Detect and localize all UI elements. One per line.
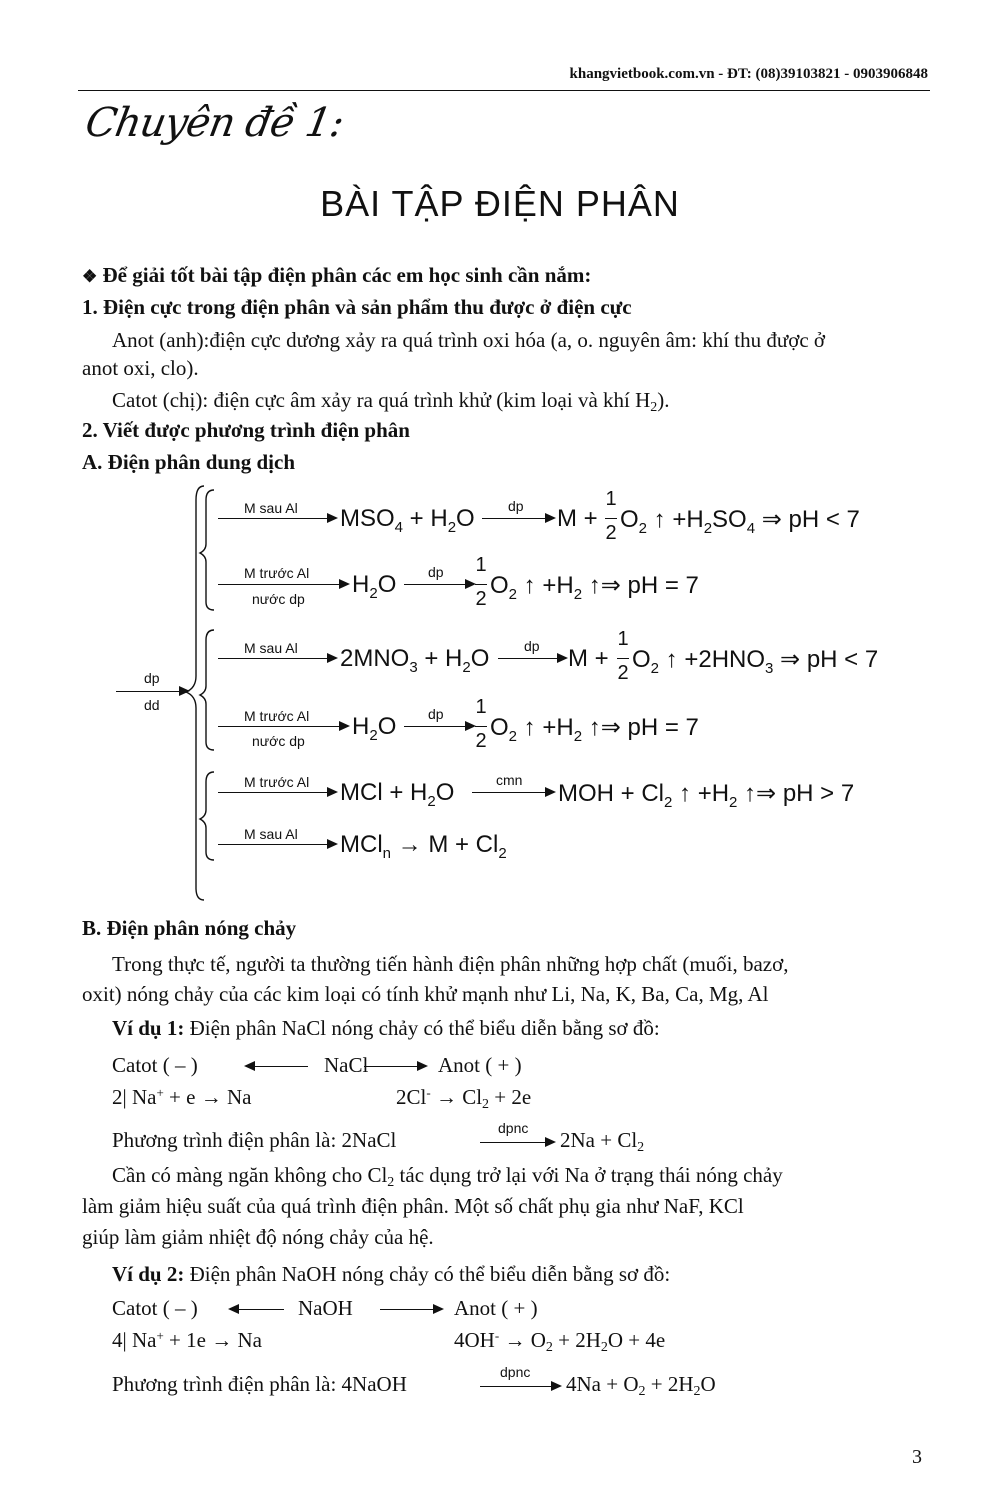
section1-heading: 1. Điện cực trong điện phân và sản phẩm thu được ở điện cực xyxy=(82,295,632,319)
eq1-lhs: $MSO_4 + H_2O$ xyxy=(340,505,475,536)
section2a-heading: A. Điện phân dung dịch xyxy=(82,450,296,474)
eq3-half-bar xyxy=(617,658,629,659)
ex2-overall-prefix: Phương trình điện phân là: 4NaOH xyxy=(112,1372,407,1396)
eq5-cmn: cmn xyxy=(496,772,523,788)
ex1-catot: Catot ( – ) xyxy=(112,1053,198,1077)
ex1-overall-dpnc: dpnc xyxy=(498,1120,529,1136)
ex1-note-line2: làm giảm hiệu suất của quá trình điện phân. Một số chất phụ gia như NaF, KCl xyxy=(82,1194,744,1218)
ex1-anot: Anot ( + ) xyxy=(438,1053,522,1077)
section2b-heading: B. Điện phân nóng chảy xyxy=(82,916,297,940)
b-para-line1: Trong thực tế, người ta thường tiến hành điện phân những hợp chất (muối, bazơ, xyxy=(112,952,789,976)
eq2-arrow1 xyxy=(218,584,348,585)
ex2-catot: Catot ( – ) xyxy=(112,1296,198,1320)
eq2-half-num: 1 xyxy=(475,554,487,576)
eq3-dp: dp xyxy=(524,638,540,654)
eq2-lhs: $H_2O$ xyxy=(352,571,397,602)
ex2-compound: NaOH xyxy=(298,1296,353,1320)
ex2-an-eq: $4OH^- \to O_2 + 2H_2O + 4e$ xyxy=(454,1328,666,1355)
eq4-rhs: $O_2$ ↑ $+H_2$ ↑⇒ pH = 7 xyxy=(490,714,699,745)
group2-brace xyxy=(200,630,214,750)
diamond-bullet-icon: ❖ xyxy=(82,267,98,286)
ex1-left-arrow xyxy=(246,1066,308,1067)
anot-line1: Anot (anh):điện cực dương xảy ra quá trình oxi hóa (a, o. nguyên âm: khí thu được ở xyxy=(112,328,826,352)
eq1-half-num: 1 xyxy=(605,488,617,510)
eq3-half-num: 1 xyxy=(617,628,629,650)
eq4-dp: dp xyxy=(428,706,444,722)
eq4-lhs: $H_2O$ xyxy=(352,713,397,744)
ex2-overall-suffix: $4Na + O_2 + 2H_2O$ xyxy=(566,1372,716,1399)
eq1-cond: M sau Al xyxy=(244,500,298,516)
eq5-rhs: MOH + $Cl_2$ ↑ $+H_2$ ↑⇒ pH > 7 xyxy=(558,780,855,811)
ex1-compound: NaCl xyxy=(324,1053,369,1077)
eq1-arrow2 xyxy=(482,518,554,519)
eq1-arrow1 xyxy=(218,518,336,519)
eq3-half-den: 2 xyxy=(617,662,629,684)
eq4-cond-top: M trước Al xyxy=(244,708,310,724)
eq4-cond-bottom: nước dp xyxy=(252,733,305,749)
eq1-dp: dp xyxy=(508,498,524,514)
eq1-rhs-m: M + xyxy=(557,505,598,532)
main-arrow xyxy=(116,691,188,692)
eq3-arrow2 xyxy=(498,658,566,659)
section2-heading: 2. Viết được phương trình điện phân xyxy=(82,418,410,442)
group3-brace xyxy=(200,772,214,860)
main-arrow-bottom: dd xyxy=(144,697,160,713)
eq4-half-den: 2 xyxy=(475,730,487,752)
ex1-overall-suffix: $2Na + Cl_2$ xyxy=(560,1128,645,1155)
eq3-arrow1 xyxy=(218,658,336,659)
ex1-cat-eq: 2| Na+ + e → Na xyxy=(112,1085,252,1109)
eq2-half-bar xyxy=(475,584,487,585)
intro-text: Để giải tốt bài tập điện phân các em học sinh cần nắm: xyxy=(102,263,592,287)
eq3-rhs-m: M + xyxy=(568,645,609,672)
example1-label: Ví dụ 1: xyxy=(112,1016,185,1040)
eq3-lhs: $2MNO_3 + H_2O$ xyxy=(340,645,490,676)
eq6-cond: M sau Al xyxy=(244,826,298,842)
catot-suffix: ). xyxy=(657,388,670,412)
eq4-half-num: 1 xyxy=(475,696,487,718)
page-title: BÀI TẬP ĐIỆN PHÂN xyxy=(320,183,680,224)
eq1-half-den: 2 xyxy=(605,522,617,544)
eq4-arrow1 xyxy=(218,726,348,727)
ex1-overall-arrow xyxy=(480,1142,554,1143)
eq2-dp: dp xyxy=(428,564,444,580)
anot-line2: anot oxi, clo). xyxy=(82,356,199,380)
eq5-lhs: MCl + $H_2O$ xyxy=(340,779,455,810)
example2-label: Ví dụ 2: xyxy=(112,1262,185,1286)
page-number: 3 xyxy=(912,1446,922,1468)
eq1-rhs: $O_2$ ↑ $+H_2SO_4$ ⇒ pH < 7 xyxy=(620,506,860,537)
catot-text: Catot (chị): điện cực âm xảy ra quá trình khử (kim loại và khí H xyxy=(112,388,651,412)
eq2-cond-bottom: nước dp xyxy=(252,591,305,607)
page-header-site: khangvietbook.com.vn - ĐT: (08)39103821 - 0903906848 xyxy=(569,66,928,82)
eq3-rhs: $O_2$ ↑ $+2HNO_3$ ⇒ pH < 7 xyxy=(632,646,879,677)
ex2-overall-dpnc: dpnc xyxy=(500,1364,531,1380)
ex1-note-line1: Cần có màng ngăn không cho $Cl_2$ tác dụng trở lại với Na ở trạng thái nóng chảy xyxy=(112,1163,783,1190)
ex2-anot: Anot ( + ) xyxy=(454,1296,538,1320)
ex1-overall-prefix: Phương trình điện phân là: 2NaCl xyxy=(112,1128,397,1152)
eq2-arrow2 xyxy=(404,584,474,585)
group1-brace xyxy=(200,490,214,610)
eq5-cond: M trước Al xyxy=(244,774,310,790)
eq6-arrow1 xyxy=(218,844,336,845)
b-para-line2: oxit) nóng chảy của các kim loại có tính khử mạnh như Li, Na, K, Ba, Ca, Mg, Al xyxy=(82,982,769,1006)
chapter-label: Chuyên đề 1: xyxy=(81,100,347,146)
eq6-rhs: $MCl_n \to M + Cl_2$ xyxy=(340,831,507,862)
eq4-arrow2 xyxy=(404,726,474,727)
ex1-right-arrow xyxy=(364,1066,426,1067)
example1-intro xyxy=(112,1016,660,1041)
eq5-arrow1 xyxy=(218,792,336,793)
ex2-right-arrow xyxy=(380,1309,442,1310)
example1-text: Điện phân NaCl nóng chảy có thể biểu diễn bằng sơ đồ: xyxy=(184,1016,660,1040)
ex2-overall-arrow xyxy=(480,1386,560,1387)
eq3-cond: M sau Al xyxy=(244,640,298,656)
example2-text: Điện phân NaOH nóng chảy có thể biểu diễn bằng sơ đồ: xyxy=(184,1262,671,1286)
eq2-half-den: 2 xyxy=(475,588,487,610)
ex2-left-arrow xyxy=(230,1309,284,1310)
ex1-note-line3: giúp làm giảm nhiệt độ nóng chảy của hệ. xyxy=(82,1225,434,1249)
eq2-rhs: $O_2$ ↑ $+H_2$ ↑⇒ pH = 7 xyxy=(490,572,699,603)
eq2-cond-top: M trước Al xyxy=(244,565,310,581)
eq5-arrow2 xyxy=(472,792,554,793)
ex1-an-eq: $2Cl^- \to Cl_2 + 2e$ xyxy=(396,1085,532,1112)
ex2-cat-eq: 4| Na+ + 1e → Na xyxy=(112,1328,262,1352)
eq4-half-bar xyxy=(475,726,487,727)
eq1-half-bar xyxy=(605,518,617,519)
main-arrow-top: dp xyxy=(144,670,160,686)
example2-intro xyxy=(112,1262,670,1287)
catot-sub: 2 xyxy=(650,400,658,415)
